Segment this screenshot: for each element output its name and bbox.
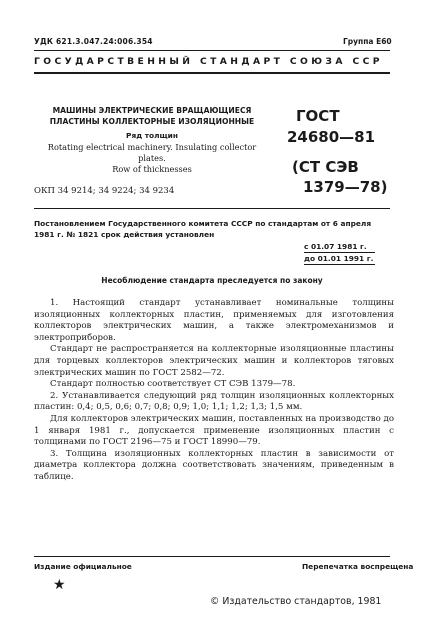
header-rule-bottom [34,72,390,74]
gost-number: 24680—81 [287,128,376,146]
paragraph-6: 3. Толщина изоляционных коллекторных пластин в зависимости от диаметра коллектора должна соответствовать значениям, приведенным в таблице. [34,448,394,482]
title-ru-line1: МАШИНЫ ЭЛЕКТРИЧЕСКИЕ ВРАЩАЮЩИЕСЯ [52,106,252,115]
st-sev-line1: (СТ СЭВ [292,158,359,176]
title-ru-line2: ПЛАСТИНЫ КОЛЛЕКТОРНЫЕ ИЗОЛЯЦИОННЫЕ [49,117,255,126]
edition-label: Издание официальное [34,562,132,571]
standard-banner: ГОСУДАРСТВЕННЫЙ СТАНДАРТ СОЮЗА ССР [34,56,383,67]
series-russian: Ряд толщин [126,131,178,140]
okp-codes: ОКП 34 9214; 34 9224; 34 9234 [34,186,175,196]
star-icon: ★ [53,577,66,593]
footer-rule [34,556,390,557]
title-rule [34,208,390,209]
paragraph-3: Стандарт полностью соответствует СТ СЭВ 1379—78. [50,379,296,390]
date-from: с 01.07 1981 г. [304,241,375,253]
paragraph-5: Для коллекторов электрических машин, поставленных на производство до 1 января 1981 г., допускается применение изоляционных пластин с толщинами по ГОСТ 2196—75 и ГОСТ 18990—79. [34,413,394,448]
violation-notice: Несоблюдение стандарта преследуется по закону [101,276,323,285]
validity-dates [304,241,375,265]
paragraph-4: 2. Устанавливается следующий ряд толщин изоляционных коллекторных пластин: 0,4; 0,5, 0,6; 0,7; 0,8; 0,9; 1,0; 1,1; 1,2; 1,3; 1,5 мм. [34,390,394,413]
group-code: Группа Е60 [343,37,392,46]
title-english [34,142,270,175]
body-text [34,298,394,484]
st-sev-line2: 1379—78) [303,178,388,196]
reprint-notice: Перепечатка воспрещена [302,562,414,571]
decree-line2: 1981 г. № 1821 срок действия установлен [34,230,215,239]
header-rule-top [34,50,390,51]
paragraph-2: Стандарт не распространяется на коллекторные изоляционные пластины для торцевых коллекторов электрических машин и коллекторов тяговых электрических машин по ГОСТ 2582—72. [34,344,394,378]
title-en-line1: Rotating electrical machinery. Insulating collector plates. [47,142,257,163]
gost-label: ГОСТ [296,107,340,125]
decree-text [34,218,394,240]
title-en-line2: Row of thicknesses [112,164,192,174]
udk-code: УДК 621.3.047.24:006.354 [34,37,153,46]
title-russian [34,105,270,127]
paragraph-1: 1. Настоящий стандарт устанавливает номинальные толщины изоляционных коллекторных пластин, применяемых для изготовления коллекторов электрических машин, а также электромеханизмов и электроприборов. [34,298,394,343]
decree-line1: Постановлением Государственного комитета СССР по стандартам от 6 апреля [34,219,372,228]
date-to: до 01.01 1991 г. [304,254,374,263]
copyright: © Издательство стандартов, 1981 [210,596,382,607]
